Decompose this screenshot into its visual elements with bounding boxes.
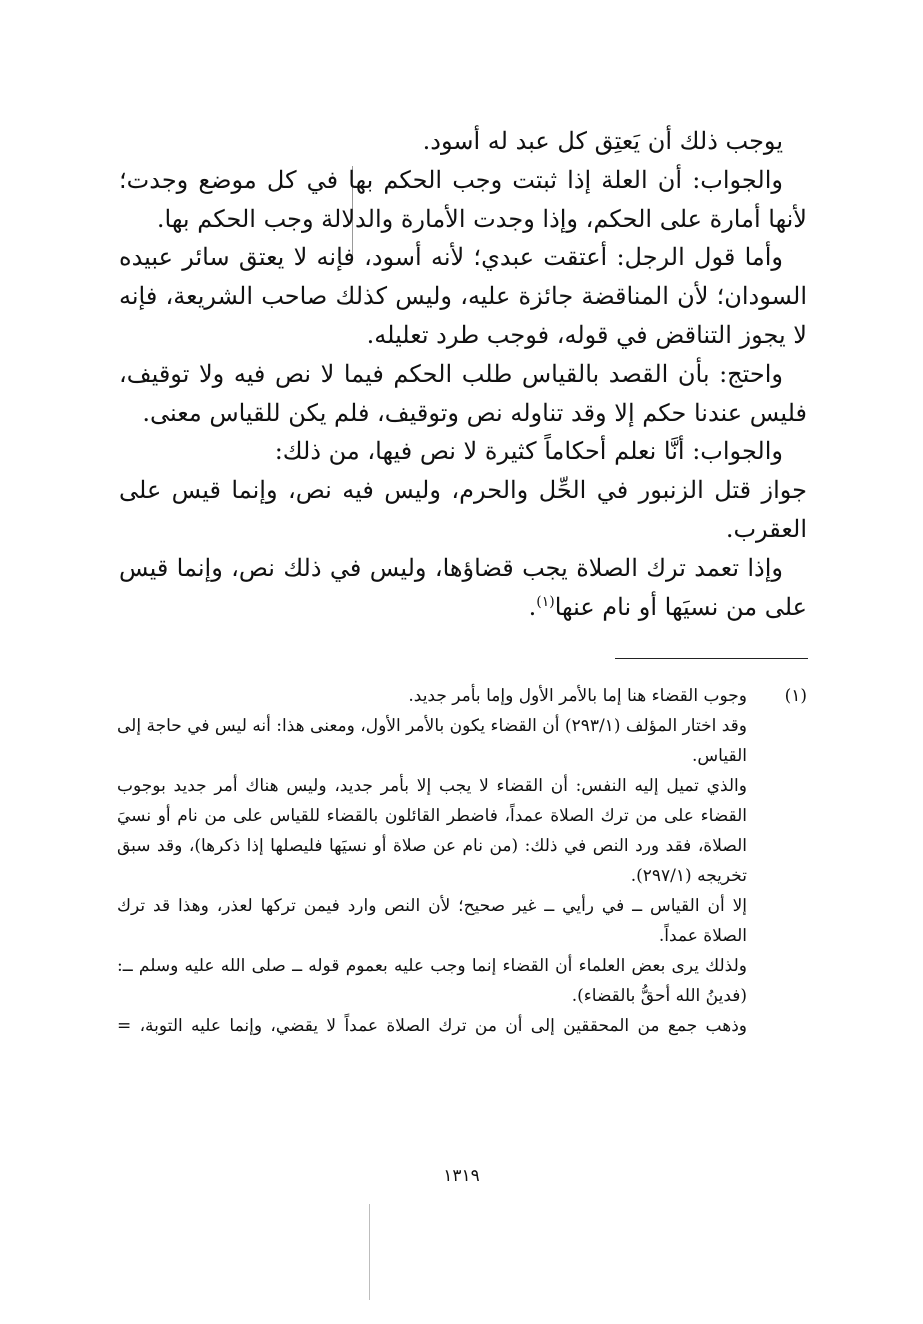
footnote-paragraph: وقد اختار المؤلف (٢٩٣/١) أن القضاء يكون بالأمر الأول، ومعنى هذا: أنه ليس في حاجة إلى القياس. [117, 716, 748, 766]
main-paragraph: والجواب: أنَّا نعلم أحكاماً كثيرة لا نص فيها، من ذلك: [274, 437, 783, 466]
footnote-paragraph: والذي تميل إليه النفس: أن القضاء لا يجب إلا بأمر جديد، وليس هناك أمر جديد بوجوب القضاء على من ترك الصلاة عمداً، فاضطر القائلون بالقضاء للقياس على من نام أو نسيَ الصلاة، فقد ورد النص في ذلك: (من نام عن صلاة أو نسيَها فليصلها إذا ذكرها)، وقد سبق تخريجه (٢٩٧/١). [117, 776, 747, 886]
footnote-paragraph: وذهب جمع من المحققين إلى أن من ترك الصلاة عمداً لا يقضي، وإنما عليه التوبة، = [117, 1016, 747, 1036]
main-paragraph-text: وإذا تعمد ترك الصلاة يجب قضاؤها، وليس في ذلك نص، وإنما قيس على من نسيَها أو نام عنها [119, 553, 807, 621]
footnote-paragraph: وجوب القضاء هنا إما بالأمر الأول وإما بأمر جديد. [408, 686, 747, 706]
footnote-number: (١) [784, 686, 807, 706]
footnotes [117, 681, 807, 1041]
main-paragraph-with-footnote: وإذا تعمد ترك الصلاة يجب قضاؤها، وليس في ذلك نص، وإنما قيس على من نسيَها أو نام عنها$^{(١)}$. [119, 553, 807, 621]
footnote-body [117, 681, 747, 1041]
main-paragraph: واحتج: بأن القصد بالقياس طلب الحكم فيما لا نص فيه ولا توقيف، فليس عندنا حكم إلا وقد تناوله نص وتوقيف، فلم يكن للقياس معنى. [119, 359, 807, 427]
main-text [119, 122, 807, 626]
main-paragraph: يوجب ذلك أن يَعتِق كل عبد له أسود. [422, 127, 783, 155]
page-number: ١٣١٩ [443, 1166, 480, 1186]
main-paragraph: جواز قتل الزنبور في الحِّل والحرم، وليس فيه نص، وإنما قيس على العقرب. [119, 476, 807, 543]
footnote-reference: (١) [536, 593, 555, 610]
main-paragraph: وأما قول الرجل: أعتقت عبدي؛ لأنه أسود، فإنه لا يعتق سائر عبيده السودان؛ لأن المناقضة جائزة عليه، وليس كذلك صاحب الشريعة، فإنه لا يجوز التناقض في قوله، فوجب طرد تعليله. [119, 243, 807, 349]
footnote-paragraph: ولذلك يرى بعض العلماء أن القضاء إنما وجب عليه بعموم قوله ــ صلى الله عليه وسلم ــ: (فدينُ الله أحقُّ بالقضاء). [117, 956, 747, 1006]
main-paragraph: والجواب: أن العلة إذا ثبتت وجب الحكم بها في كل موضع وجدت؛ لأنها أمارة على الحكم، وإذا وجدت الأمارة والدلالة وجب الحكم بها. [119, 165, 807, 233]
footnote-paragraph: إلا أن القياس ــ في رأيي ــ غير صحيح؛ لأن النص وارد فيمن تركها لعذر، وهذا قد ترك الصلاة عمداً. [117, 896, 747, 946]
scan-line [369, 1204, 370, 1300]
footnote-separator [615, 658, 808, 659]
